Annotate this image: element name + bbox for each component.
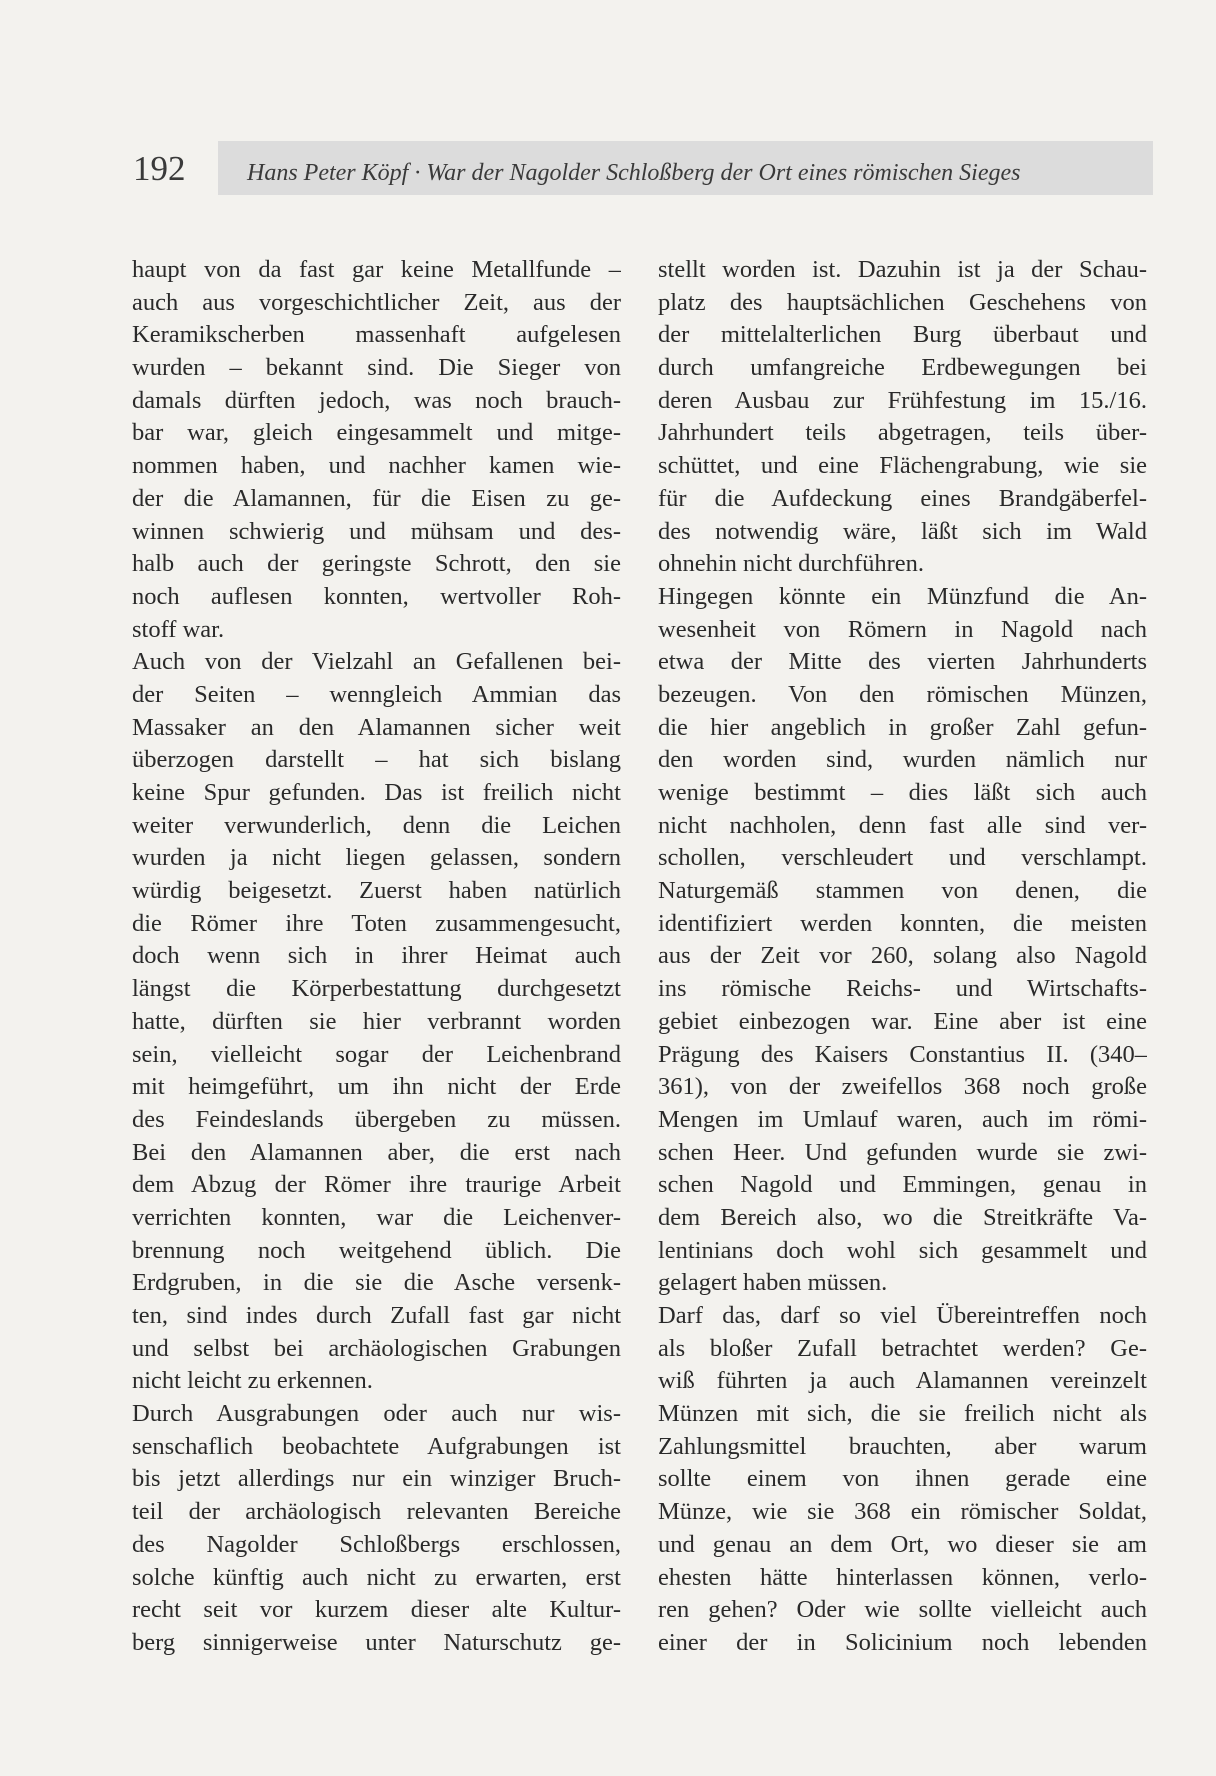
text-line: Erdgruben, in die sie die Asche versenk-	[132, 1269, 621, 1297]
text-line: schen Heer. Und gefunden wurde sie zwi-	[658, 1138, 1147, 1166]
text-line: dem Bereich also, wo die Streitkräfte Va-	[658, 1203, 1147, 1231]
text-line: nicht nachholen, denn fast alle sind ver-	[658, 811, 1147, 839]
text-line: ehesten hätte hinterlassen können, verlo-	[658, 1563, 1147, 1591]
running-head: Hans Peter Köpf · War der Nagolder Schloßberg der Ort eines römischen Sieges	[247, 160, 1021, 186]
text-line: gelagert haben müssen.	[658, 1269, 888, 1297]
text-line: nicht leicht zu erkennen.	[132, 1367, 373, 1395]
text-line: damals dürften jedoch, was noch brauch-	[132, 386, 621, 414]
text-line: des notwendig wäre, läßt sich im Wald	[658, 517, 1147, 545]
text-line: die Römer ihre Toten zusammengesucht,	[132, 909, 621, 937]
text-line: durch umfangreiche Erdbewegungen bei	[658, 354, 1147, 382]
text-line: wurden – bekannt sind. Die Sieger von	[132, 354, 621, 382]
text-line: winnen schwierig und mühsam und des-	[132, 517, 621, 545]
text-line: Keramikscherben massenhaft aufgelesen	[132, 321, 621, 349]
text-line: teil der archäologisch relevanten Bereiche	[132, 1498, 621, 1526]
text-line: Jahrhundert teils abgetragen, teils über-	[658, 419, 1147, 447]
text-line: schüttet, und eine Flächengrabung, wie sie	[658, 452, 1147, 480]
text-line: wurden ja nicht liegen gelassen, sondern	[132, 844, 621, 872]
text-line: die hier angeblich in großer Zahl gefun-	[658, 713, 1147, 741]
text-line: Prägung des Kaisers Constantius II. (340–	[658, 1040, 1147, 1068]
text-line: Hingegen könnte ein Münzfund die An-	[658, 582, 1147, 610]
text-line: schen Nagold und Emmingen, genau in	[658, 1171, 1147, 1199]
text-line: überzogen darstellt – hat sich bislang	[132, 746, 621, 774]
text-line: Auch von der Vielzahl an Gefallenen bei-	[132, 648, 621, 676]
text-line: halb auch der geringste Schrott, den sie	[132, 550, 621, 578]
text-line: Münzen mit sich, die sie freilich nicht als	[658, 1400, 1147, 1428]
text-line: Mengen im Umlauf waren, auch im römi-	[658, 1105, 1147, 1133]
text-line: mit heimgeführt, um ihn nicht der Erde	[132, 1073, 621, 1101]
text-line: stellt worden ist. Dazuhin ist ja der Schau-	[658, 256, 1147, 283]
text-line: haupt von da fast gar keine Metallfunde –	[132, 256, 621, 283]
text-line: hatte, dürften sie hier verbrannt worden	[132, 1007, 621, 1035]
text-line: längst die Körperbestattung durchgesetzt	[132, 975, 621, 1003]
text-line: dem Abzug der Römer ihre traurige Arbeit	[132, 1171, 621, 1199]
text-line: verrichten konnten, war die Leichenver-	[132, 1203, 621, 1231]
text-line: deren Ausbau zur Frühfestung im 15./16.	[658, 386, 1147, 414]
text-line: den worden sind, wurden nämlich nur	[658, 746, 1147, 774]
text-line: auch aus vorgeschichtlicher Zeit, aus der	[132, 288, 621, 316]
text-line: für die Aufdeckung eines Brandgäberfel-	[658, 484, 1147, 512]
text-line: Bei den Alamannen aber, die erst nach	[132, 1138, 621, 1166]
text-line: würdig beigesetzt. Zuerst haben natürlich	[132, 877, 621, 905]
text-line: bis jetzt allerdings nur ein winziger Bruch-	[132, 1465, 621, 1493]
text-line: ten, sind indes durch Zufall fast gar nicht	[132, 1302, 621, 1329]
text-line: Durch Ausgrabungen oder auch nur wis-	[132, 1400, 621, 1428]
text-line: des Feindeslands übergeben zu müssen.	[132, 1105, 621, 1133]
text-line: bar war, gleich eingesammelt und mitge-	[132, 419, 621, 447]
text-line: Zahlungsmittel brauchten, aber warum	[658, 1432, 1147, 1460]
text-line: senschaflich beobachtete Aufgrabungen ist	[132, 1432, 621, 1460]
text-line: lentinians doch wohl sich gesammelt und	[658, 1236, 1147, 1264]
text-line: noch auflesen konnten, wertvoller Roh-	[132, 582, 621, 610]
text-line: als bloßer Zufall betrachtet werden? Ge-	[658, 1334, 1147, 1362]
text-line: sein, vielleicht sogar der Leichenbrand	[132, 1040, 621, 1068]
text-line: des Nagolder Schloßbergs erschlossen,	[132, 1530, 621, 1558]
text-line: und genau an dem Ort, wo dieser sie am	[658, 1530, 1147, 1558]
text-line: doch wenn sich in ihrer Heimat auch	[132, 942, 621, 970]
text-line: Naturgemäß stammen von denen, die	[658, 877, 1147, 905]
text-line: stoff war.	[132, 615, 225, 643]
text-line: sollte einem von ihnen gerade eine	[658, 1465, 1147, 1493]
text-line: aus der Zeit vor 260, solang also Nagold	[658, 942, 1147, 970]
text-line: ins römische Reichs- und Wirtschafts-	[658, 975, 1147, 1003]
text-line: berg sinnigerweise unter Naturschutz ge-	[132, 1628, 621, 1656]
text-line: weiter verwunderlich, denn die Leichen	[132, 811, 621, 839]
text-line: solche künftig auch nicht zu erwarten, erst	[132, 1563, 621, 1591]
text-line: und selbst bei archäologischen Grabungen	[132, 1334, 621, 1362]
text-line: ren gehen? Oder wie sollte vielleicht auch	[658, 1596, 1147, 1624]
text-line: ohnehin nicht durchführen.	[658, 550, 925, 578]
text-line: schollen, verschleudert und verschlampt.	[658, 844, 1147, 872]
text-line: der mittelalterlichen Burg überbaut und	[658, 321, 1147, 349]
text-line: Darf das, darf so viel Übereintreffen noch	[658, 1302, 1147, 1329]
left-text-column	[132, 254, 621, 1660]
text-line: bezeugen. Von den römischen Münzen,	[658, 680, 1147, 708]
text-line: keine Spur gefunden. Das ist freilich nicht	[132, 779, 621, 806]
text-line: Münze, wie sie 368 ein römischer Soldat,	[658, 1498, 1147, 1526]
text-line: platz des hauptsächlichen Geschehens von	[658, 288, 1147, 316]
text-line: nommen haben, und nachher kamen wie-	[132, 452, 621, 480]
text-line: wenige bestimmt – dies läßt sich auch	[658, 779, 1147, 806]
text-line: Massaker an den Alamannen sicher weit	[132, 713, 621, 741]
text-line: gebiet einbezogen war. Eine aber ist eine	[658, 1007, 1147, 1035]
page-number: 192	[133, 149, 186, 188]
text-line: einer der in Solicinium noch lebenden	[658, 1628, 1147, 1656]
text-line: 361), von der zweifellos 368 noch große	[658, 1073, 1147, 1101]
text-line: etwa der Mitte des vierten Jahrhunderts	[658, 648, 1147, 676]
text-line: der Seiten – wenngleich Ammian das	[132, 680, 621, 708]
text-line: identifiziert werden konnten, die meisten	[658, 909, 1147, 937]
right-text-column	[658, 254, 1147, 1660]
text-line: brennung noch weitgehend üblich. Die	[132, 1236, 621, 1264]
text-line: recht seit vor kurzem dieser alte Kultur-	[132, 1596, 621, 1624]
text-line: wesenheit von Römern in Nagold nach	[658, 615, 1147, 643]
text-line: wiß führten ja auch Alamannen vereinzelt	[658, 1367, 1147, 1395]
text-line: der die Alamannen, für die Eisen zu ge-	[132, 484, 621, 512]
